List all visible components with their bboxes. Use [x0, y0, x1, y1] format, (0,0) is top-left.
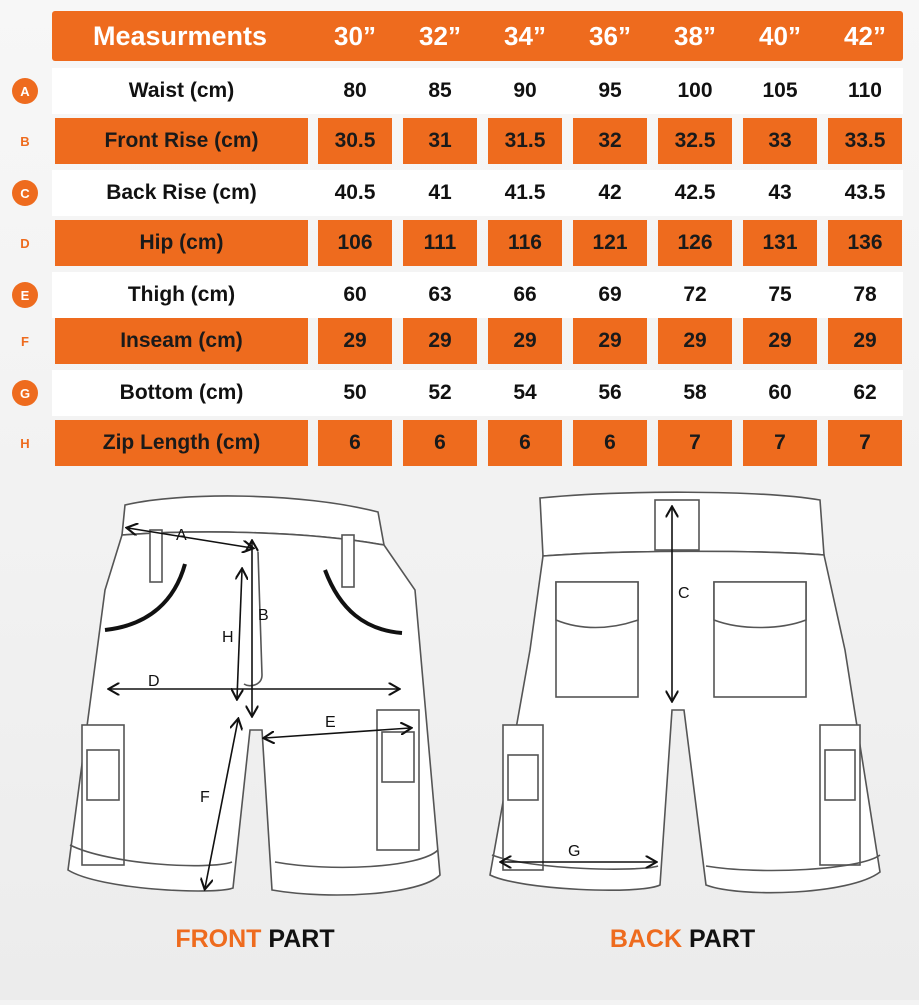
measurement-value: 42.5: [674, 181, 716, 204]
measurement-value: 75: [768, 283, 792, 306]
measurement-value: 31.5: [488, 118, 562, 164]
measurement-label: Hip (cm): [55, 220, 308, 266]
measurement-value: 78: [853, 283, 877, 306]
measurement-value: 6: [403, 420, 477, 466]
row-letter-badge: C: [12, 180, 38, 206]
measurement-value: 100: [677, 79, 713, 102]
header-title: Measurments: [92, 20, 268, 51]
front-caption-accent: FRONT: [175, 925, 262, 953]
size-header: 38”: [674, 20, 716, 51]
measurement-value: 90: [513, 79, 537, 102]
measurement-value: 126: [658, 220, 732, 266]
marker-a: A: [176, 527, 187, 544]
measurement-label: Thigh (cm): [127, 283, 236, 306]
row-letter-badge: D: [20, 235, 30, 251]
measurement-value: 32.5: [658, 118, 732, 164]
measurement-value: 7: [658, 420, 732, 466]
measurement-value: 111: [403, 220, 477, 266]
measurement-value: 33.5: [828, 118, 902, 164]
measurement-value: 7: [743, 420, 817, 466]
measurement-value: 29: [743, 318, 817, 364]
measurement-value: 72: [683, 283, 707, 306]
measurement-value: 52: [428, 381, 452, 404]
size-header: 36”: [589, 20, 631, 51]
shorts-diagram-section: [0, 470, 919, 1000]
measurement-label: Front Rise (cm): [55, 118, 308, 164]
measurement-value: 29: [573, 318, 647, 364]
measurement-value: 80: [343, 79, 367, 102]
measurement-value: 29: [658, 318, 732, 364]
row-letter-badge: A: [12, 78, 38, 104]
measurement-value: 6: [573, 420, 647, 466]
measurement-value: 116: [488, 220, 562, 266]
row-letter-badge: E: [12, 282, 38, 308]
measurement-value: 110: [848, 79, 882, 102]
measurement-value: 54: [513, 381, 537, 404]
measurement-value: 95: [598, 79, 622, 102]
measurement-label: Bottom (cm): [119, 381, 244, 404]
marker-g: G: [568, 843, 581, 860]
marker-e: E: [325, 714, 336, 731]
measurement-value: 105: [762, 79, 798, 102]
measurement-value: 41.5: [504, 181, 546, 204]
measurement-label: Zip Length (cm): [55, 420, 308, 466]
measurement-value: 58: [683, 381, 707, 404]
measurement-value: 85: [428, 79, 452, 102]
shorts-diagram: [0, 470, 919, 1000]
front-shorts-drawing: [68, 496, 440, 895]
measurement-value: 60: [343, 283, 367, 306]
measurement-label: Inseam (cm): [55, 318, 308, 364]
row-letter-badge: G: [12, 380, 38, 406]
measurement-value: 40.5: [334, 181, 376, 204]
measurement-value: 33: [743, 118, 817, 164]
front-caption-rest: PART: [261, 925, 335, 953]
measurement-value: 131: [743, 220, 817, 266]
measurement-value: 66: [513, 283, 537, 306]
size-header: 34”: [504, 20, 546, 51]
measurement-value: 30.5: [318, 118, 392, 164]
back-shorts-drawing: [490, 492, 880, 892]
size-header: 30”: [334, 20, 376, 51]
marker-d: D: [148, 673, 160, 690]
measurement-value: 32: [573, 118, 647, 164]
row-letter-badge: F: [21, 333, 29, 349]
measurement-value: 6: [488, 420, 562, 466]
measurement-value: 41: [428, 181, 452, 204]
marker-b: B: [258, 607, 269, 624]
marker-h: H: [222, 629, 234, 646]
row-letter-badge: B: [20, 133, 30, 149]
row-letter-badge: H: [20, 435, 30, 451]
back-caption-accent: BACK: [609, 925, 683, 953]
measurement-value: 29: [828, 318, 902, 364]
back-caption-rest: PART: [682, 925, 756, 953]
measurement-value: 29: [403, 318, 477, 364]
size-header: 40”: [759, 20, 801, 51]
measurement-value: 7: [828, 420, 902, 466]
back-part-caption: [595, 925, 770, 954]
measurement-value: 121: [573, 220, 647, 266]
measurement-value: 56: [598, 381, 622, 404]
marker-c: C: [678, 585, 690, 602]
measurement-value: 29: [318, 318, 392, 364]
measurement-value: 62: [853, 381, 877, 404]
marker-f: F: [200, 789, 210, 806]
size-header: 42”: [844, 20, 886, 51]
measurement-value: 31: [403, 118, 477, 164]
measurement-value: 136: [828, 220, 902, 266]
measurement-value: 43: [768, 181, 792, 204]
measurement-value: 29: [488, 318, 562, 364]
measurement-value: 50: [343, 381, 367, 404]
measurement-value: 60: [768, 381, 792, 404]
size-chart-table: [0, 0, 919, 470]
measurement-value: 63: [428, 283, 452, 306]
size-header: 32”: [419, 20, 461, 51]
measurement-value: 42: [598, 181, 622, 204]
measurement-label: Waist (cm): [128, 79, 235, 102]
measurement-label: Back Rise (cm): [106, 181, 257, 204]
measurement-value: 106: [318, 220, 392, 266]
measurement-value: 43.5: [844, 181, 886, 204]
front-part-caption: [160, 925, 350, 954]
measurement-value: 6: [318, 420, 392, 466]
measurement-value: 69: [598, 283, 622, 306]
